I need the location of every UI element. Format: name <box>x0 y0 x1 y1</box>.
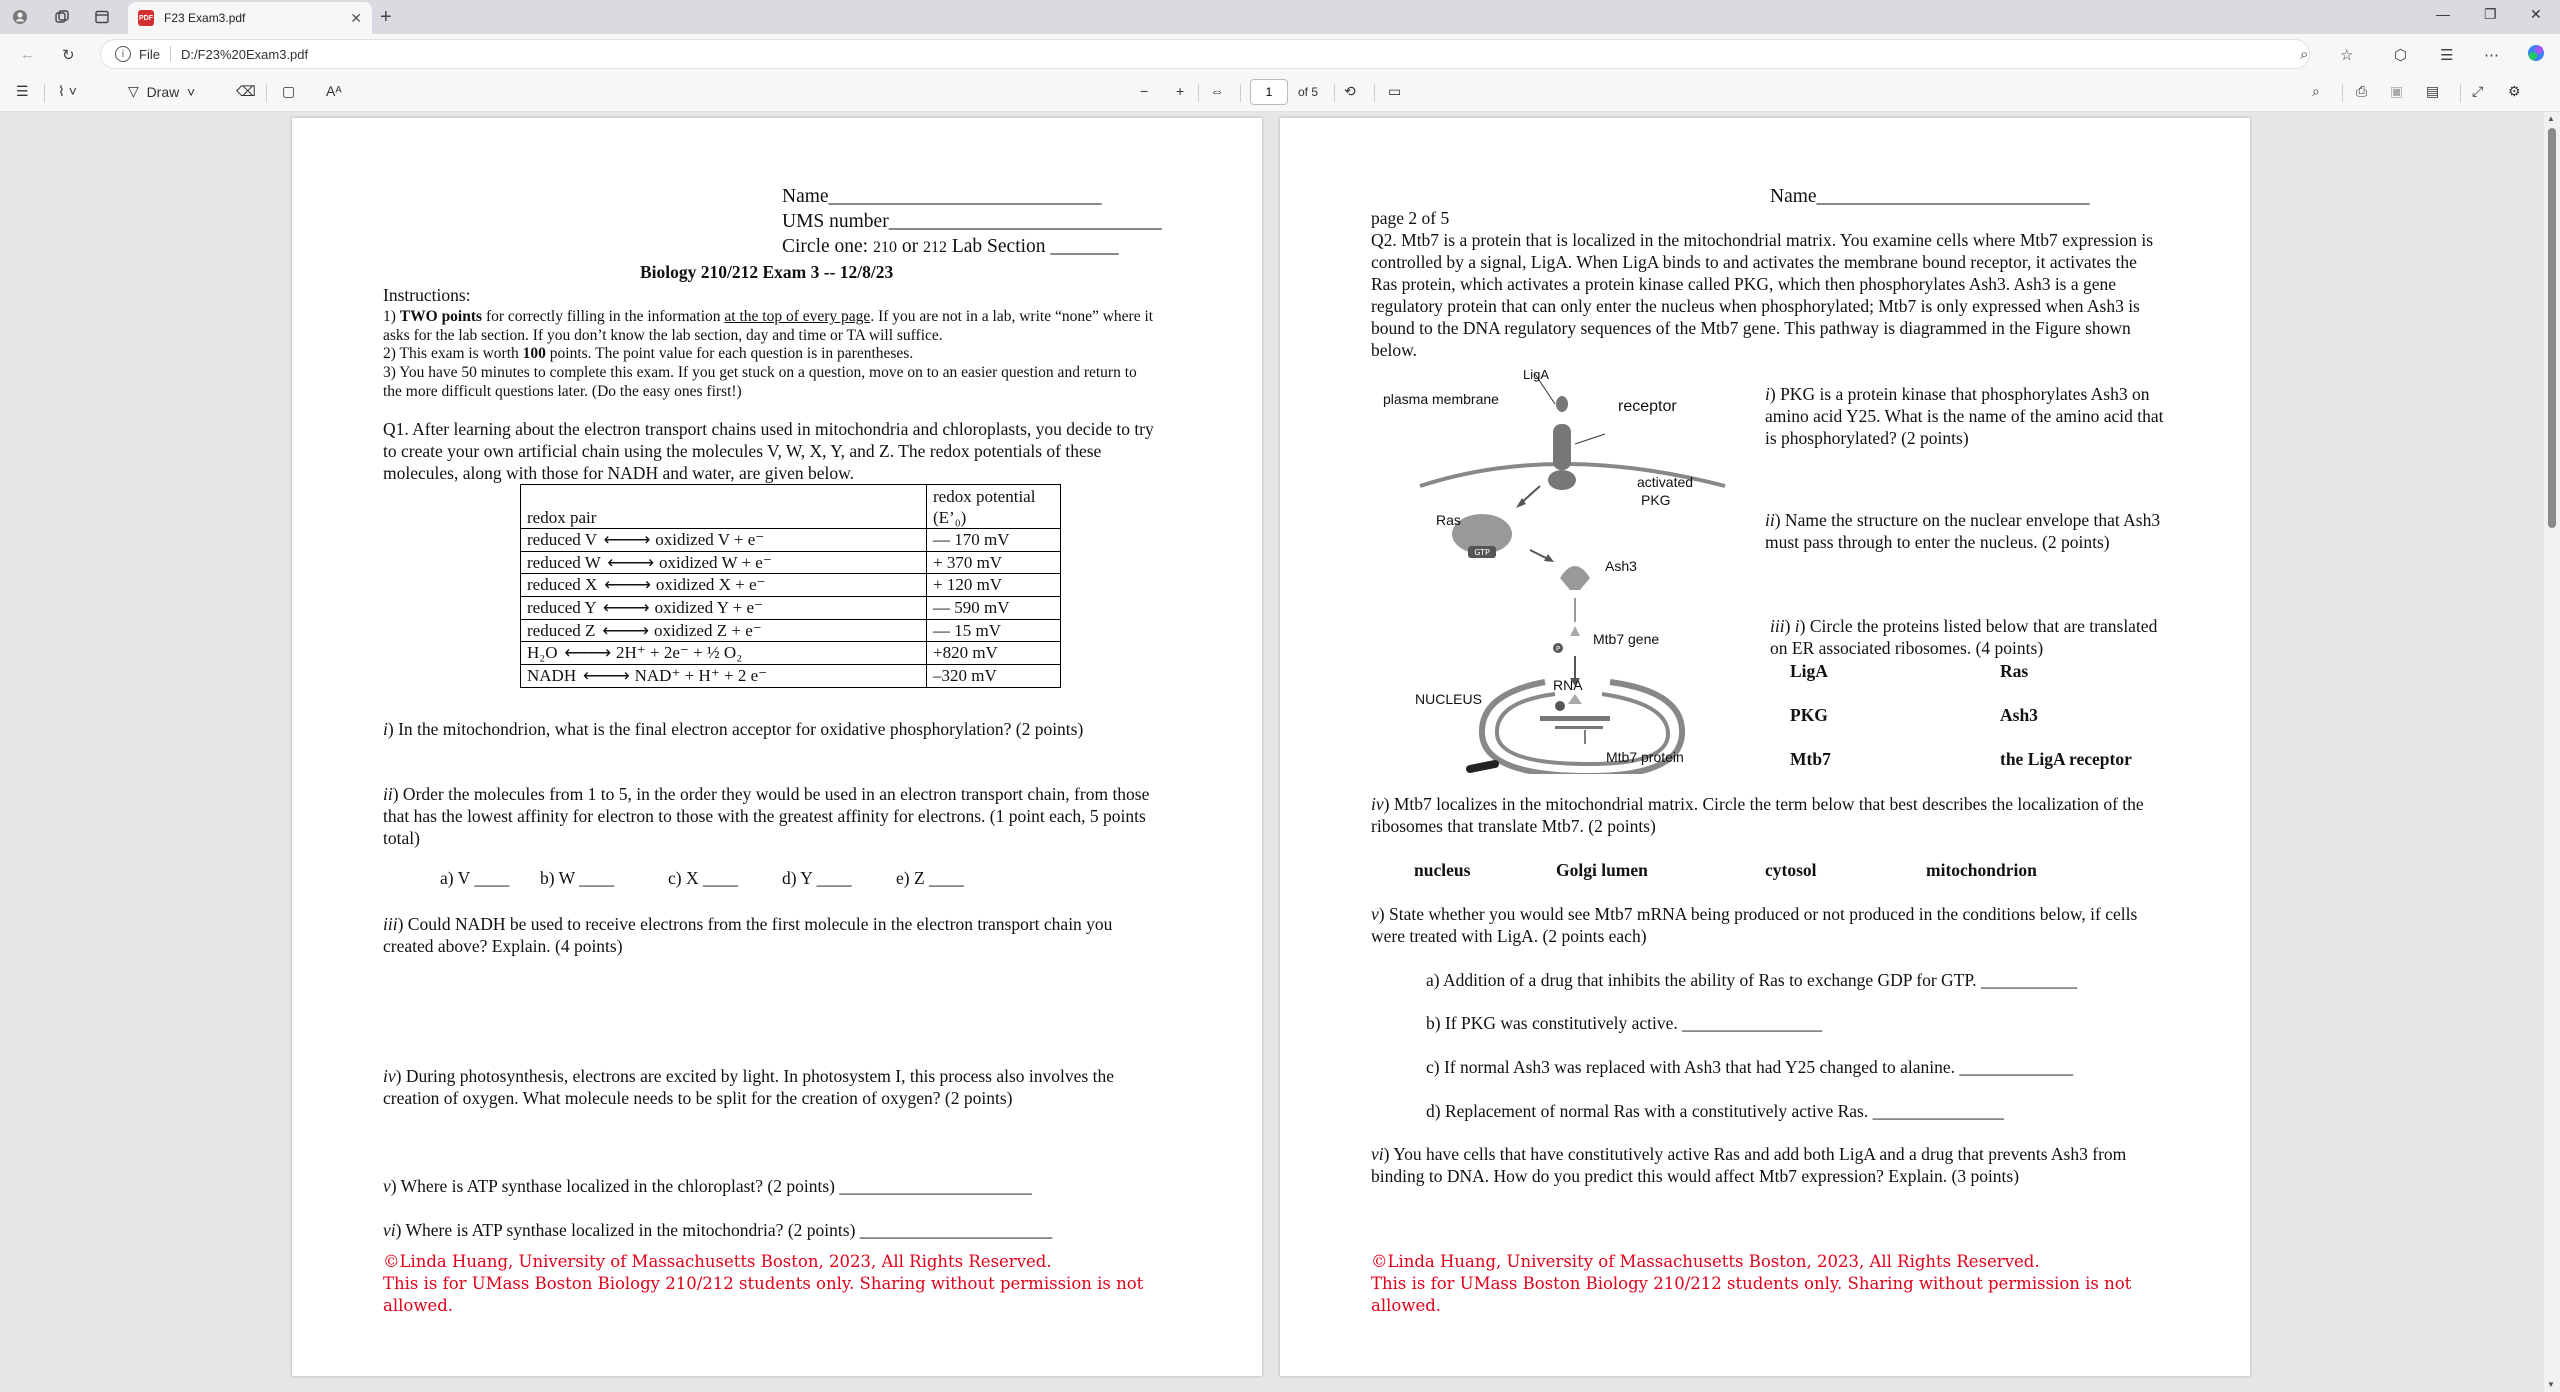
copyright-notice: ©Linda Huang, University of Massachusetts Boston, 2023, All Rights Reserved. This is for UMass Boston Biology 210/212 students only. Sharing without permission is not allowed. <box>383 1252 1144 1315</box>
table-header-row <box>521 485 1061 529</box>
q2-intro: Q2. Mtb7 is a protein that is localized in the mitochondrial matrix. You examine cells where Mtb7 expression is controlled by a signal, LigA. When LigA binds to and activates the membrane bound receptor, it activates the Ras protein, which activates a protein kinase called PKG, which then phosphorylates Ash3. Ash3 is a gene regulatory protein that can only enter the nucleus when phosphorylated; Mtb7 is only expressed when Ash3 is bound to the DNA regulatory sequences of the Mtb7 gene. This pathway is diagrammed in the Figure shown below. <box>1371 230 2154 360</box>
protein-option[interactable]: LigA <box>1790 661 1828 681</box>
q2-v-d: d) Replacement of normal Ras with a constitutively active Ras. _______________ <box>1426 1101 2004 1121</box>
circle-212: 212 <box>922 239 947 256</box>
toolbar-separator <box>266 84 267 102</box>
erase-icon[interactable]: ⌫ <box>236 83 256 99</box>
info-icon[interactable]: i <box>115 46 131 62</box>
location-option[interactable]: mitochondrion <box>1926 860 2037 880</box>
equilibrium-arrow-icon: ⟵⟶ <box>604 575 649 595</box>
ash3-shape <box>1570 626 1580 636</box>
tab-active[interactable] <box>128 2 372 34</box>
name-line: Name____________________________ <box>782 186 1102 207</box>
page-number-input[interactable]: 1 <box>1250 79 1288 105</box>
diagram-ash3-label: Ash3 <box>1605 558 1637 574</box>
dna-shape <box>1540 716 1610 721</box>
copyright-notice: ©Linda Huang, University of Massachusetts Boston, 2023, All Rights Reserved. This is for UMass Boston Biology 210/212 students only. Sharing without permission is not allowed. <box>1371 1252 2132 1315</box>
liga-shape <box>1556 396 1568 412</box>
protein-option[interactable]: the LigA receptor <box>2000 749 2132 769</box>
search-icon[interactable]: ⌕ <box>2312 83 2320 99</box>
protein-option[interactable]: Ras <box>2000 661 2029 681</box>
highlight-icon[interactable]: ⌇ ˅ <box>58 83 77 99</box>
vertical-tabs-icon[interactable] <box>92 7 112 27</box>
phosphate-label: P <box>1555 645 1561 653</box>
circle-prefix: Circle one: <box>782 236 873 257</box>
favorite-star-icon[interactable]: ☆ <box>2340 47 2354 64</box>
diagram-plasma-membrane-label: plasma membrane <box>1383 391 1499 407</box>
order-c: c) X ____ <box>668 868 738 888</box>
equilibrium-arrow-icon: ⟵⟶ <box>582 665 628 685</box>
protein-option[interactable]: PKG <box>1790 705 1828 725</box>
receptor-shape <box>1553 424 1571 470</box>
q2-i: i) PKG is a protein kinase that phosphorylates Ash3 on amino acid Y25. What is the name of the amino acid that is phosphorylated? (2 points) <box>1765 384 2164 448</box>
page-of-label: page 2 of 5 <box>1371 208 1450 228</box>
q1-i: i) In the mitochondrion, what is the final electron acceptor for oxidative phosphorylation? (2 points) <box>383 719 1084 739</box>
scroll-down-icon[interactable]: ▼ <box>2547 1380 2555 1389</box>
back-icon[interactable]: ← <box>20 46 35 63</box>
q2-iii: iii) i) Circle the proteins listed below that are translated on ER associated ribosomes. (4 points) <box>1770 616 2158 658</box>
more-menu-icon[interactable]: ⋯ <box>2484 47 2499 64</box>
draw-label: Draw <box>146 83 180 100</box>
rna-shape <box>1555 726 1603 729</box>
q2-v-a: a) Addition of a drug that inhibits the ability of Ras to exchange GDP for GTP. ___________ <box>1426 970 2078 990</box>
circle-line <box>782 236 1119 259</box>
order-d: d) Y ____ <box>782 868 852 888</box>
header-redox-potential: redox potential (E’₀) <box>927 485 1061 529</box>
save-as-icon[interactable]: ▤ <box>2426 83 2440 99</box>
location-option[interactable]: Golgi lumen <box>1556 860 1648 880</box>
zoom-icon[interactable]: ⌕ <box>2300 46 2309 63</box>
toolbar-separator <box>1334 84 1335 102</box>
favorites-icon[interactable]: ☰ <box>2440 47 2454 64</box>
address-bar-row <box>0 34 2560 74</box>
table-row: reduced W ⟵⟶ oxidized W + e⁻ + 370 mV <box>521 551 1061 574</box>
diagram-receptor-label: receptor <box>1618 398 1677 415</box>
equilibrium-arrow-icon: ⟵⟶ <box>602 620 648 640</box>
close-window-button[interactable]: ✕ <box>2530 6 2542 22</box>
pdf-file-icon: PDF <box>138 10 154 26</box>
q1-iii: iii) Could NADH be used to receive electrons from the first molecule in the electron transport chain you created above? Explain. (4 points) <box>383 914 1113 956</box>
toolbar-separator <box>1198 84 1199 102</box>
equilibrium-arrow-icon: ⟵⟶ <box>564 643 610 663</box>
pdf-page-2 <box>1280 118 2250 1376</box>
ums-line: UMS number____________________________ <box>782 211 1162 232</box>
new-tab-button[interactable]: + <box>380 6 392 28</box>
q2-ii: ii) Name the structure on the nuclear envelope that Ash3 must pass through to enter the nucleus. (2 points) <box>1765 510 2161 552</box>
vertical-scrollbar[interactable] <box>2544 112 2560 1392</box>
q1-iv: iv) During photosynthesis, electrons are excited by light. In photosystem I, this process also involves the creation of oxygen. What molecule needs to be split for the creation of oxygen? (2 points) <box>383 1066 1114 1108</box>
pkg-shape <box>1560 566 1590 590</box>
draw-button[interactable]: ▽ Draw ˅ <box>128 83 196 100</box>
table-row: reduced Y ⟵⟶ oxidized Y + e⁻ — 590 mV <box>521 597 1061 620</box>
q1-vi: vi) Where is ATP synthase localized in the mitochondria? (2 points) ______________________ <box>383 1220 1053 1240</box>
protein-option[interactable]: Ash3 <box>2000 705 2038 725</box>
equilibrium-arrow-icon: ⟵⟶ <box>607 552 653 572</box>
circle-or: or <box>896 236 923 257</box>
toolbar-separator <box>44 84 45 102</box>
order-b: b) W ____ <box>540 868 615 888</box>
diagram-rna-label: RNA <box>1553 677 1583 693</box>
diagram-nucleus-label: NUCLEUS <box>1415 691 1482 707</box>
tab-close-icon[interactable]: ✕ <box>350 9 362 26</box>
address-bar[interactable] <box>100 39 2310 69</box>
toolbar-separator <box>1240 84 1241 102</box>
name-line: Name____________________________ <box>1770 186 2090 207</box>
tab-title: F23 Exam3.pdf <box>164 11 246 25</box>
url-scheme-label: File <box>139 46 160 62</box>
diagram-liga-label: LigA <box>1523 367 1550 382</box>
pdf-viewer[interactable] <box>0 112 2560 1392</box>
equilibrium-arrow-icon: ⟵⟶ <box>602 597 648 617</box>
lab-section: Lab Section _______ <box>946 236 1119 257</box>
instruction-3: 3) You have 50 minutes to complete this exam. If you get stuck on a question, move on to an easier question and return to the more difficult questions later. (Do the easy ones first!) <box>383 364 1137 400</box>
zoom-out-button[interactable]: − <box>1140 83 1149 99</box>
copilot-icon[interactable] <box>2526 43 2546 67</box>
protein-option[interactable]: Mtb7 <box>1790 749 1831 769</box>
circle-210: 210 <box>872 239 897 256</box>
scrollbar-thumb[interactable] <box>2548 128 2556 528</box>
instruction-2: 2) This exam is worth 100 points. The point value for each question is in parentheses. <box>383 345 914 362</box>
restore-button[interactable]: ❐ <box>2484 6 2497 22</box>
instruction-1: 1) TWO points for correctly filling in the information at the top of every page. If you are not in a lab, write “none” where it asks for the lab section. If you don’t know the lab section, day and time or TA will suffice. <box>383 308 1154 344</box>
collections-icon[interactable] <box>52 7 72 27</box>
toolbar-separator <box>1374 84 1375 102</box>
tab-bar <box>0 0 2560 34</box>
pdf-toolbar <box>0 74 2560 112</box>
location-option[interactable]: nucleus <box>1414 860 1471 880</box>
gtp-label: GTP <box>1474 548 1490 557</box>
signaling-pathway-diagram <box>1370 364 1730 774</box>
q2-v: v) State whether you would see Mtb7 mRNA being produced or not produced in the conditions below, if cells were treated with LigA. (2 points each) <box>1371 904 2138 946</box>
mtb7-protein-shape <box>1470 764 1495 769</box>
exam-title: Biology 210/212 Exam 3 -- 12/8/23 <box>640 262 894 282</box>
zoom-in-button[interactable]: + <box>1176 83 1185 99</box>
profile-icon[interactable] <box>10 7 30 27</box>
location-option[interactable]: cytosol <box>1765 860 1817 880</box>
table-row: reduced X ⟵⟶ oxidized X + e⁻ + 120 mV <box>521 574 1061 597</box>
print-icon[interactable]: ⎙ <box>2356 83 2368 99</box>
q2-iv: iv) Mtb7 localizes in the mitochondrial matrix. Circle the term below that best describes the localization of the ribosomes that translate Mtb7. (2 points) <box>1371 794 2144 836</box>
refresh-icon[interactable]: ↻ <box>62 47 75 64</box>
extensions-icon[interactable]: ⬡ <box>2394 47 2408 64</box>
two-page-icon[interactable]: ▭ <box>1388 83 1402 99</box>
page-view-icon[interactable]: ▢ <box>282 83 296 99</box>
draw-icon: ▽ <box>128 83 139 99</box>
save-icon[interactable]: ▣ <box>2390 83 2404 99</box>
q2-vi: vi) You have cells that have constitutively active Ras and add both LigA and a drug that prevents Ash3 from binding to DNA. How do you predict this would affect Mtb7 expression? Explain. (3 points) <box>1371 1144 2127 1186</box>
header-redox-pair: redox pair <box>521 485 927 529</box>
pdf-page-1 <box>292 118 1262 1376</box>
toolbar-separator <box>2460 84 2461 102</box>
table-row: H₂O ⟵⟶ 2H⁺ + 2e⁻ + ½ O₂ +820 mV <box>521 642 1061 665</box>
order-e: e) Z ____ <box>896 868 965 888</box>
rotate-icon[interactable]: ⟲ <box>1344 83 1356 99</box>
redox-table <box>520 484 1061 688</box>
fit-width-icon[interactable]: ⇔ <box>1210 83 1224 99</box>
q1-ii: ii) Order the molecules from 1 to 5, in the order they would be used in an electron transport chain, from those that has the lowest affinity for electron to those with the greatest affinity for electrons. (1 point each, 5 points total) <box>383 784 1150 848</box>
page-total-label: of 5 <box>1298 85 1319 99</box>
q1-intro: Q1. After learning about the electron transport chains used in mitochondria and chloroplasts, you decide to try to create your own artificial chain using the molecules V, W, X, Y, and Z. The redox potentials of these molecules, along with those for NADH and water, are given below. <box>383 419 1154 483</box>
q2-v-b: b) If PKG was constitutively active. ________________ <box>1426 1013 1823 1033</box>
table-row: NADH ⟵⟶ NAD⁺ + H⁺ + 2 e⁻ –320 mV <box>521 665 1061 688</box>
fullscreen-icon[interactable]: ⤢ <box>2472 83 2484 99</box>
url-separator <box>170 46 171 62</box>
instructions-heading: Instructions: <box>383 285 471 305</box>
toolbar-separator <box>2342 84 2343 102</box>
diagram-activated-pkg-label: activated PKG <box>1637 474 1694 508</box>
minimize-button[interactable]: — <box>2436 6 2450 22</box>
order-a: a) V ____ <box>440 868 510 888</box>
read-aloud-icon[interactable]: Aᴬ <box>326 83 342 99</box>
contents-icon[interactable]: ☰ <box>16 83 29 99</box>
q1-v: v) Where is ATP synthase localized in the chloroplast? (2 points) ______________________ <box>383 1176 1032 1196</box>
equilibrium-arrow-icon: ⟵⟶ <box>603 529 649 549</box>
settings-gear-icon[interactable]: ⚙ <box>2508 83 2521 99</box>
table-row: reduced V ⟵⟶ oxidized V + e⁻ — 170 mV <box>521 529 1061 552</box>
q2-v-c: c) If normal Ash3 was replaced with Ash3 that had Y25 changed to alanine. _____________ <box>1426 1057 2074 1077</box>
diagram-mtb7-gene-label: Mtb7 gene <box>1593 631 1660 647</box>
table-row: reduced Z ⟵⟶ oxidized Z + e⁻ — 15 mV <box>521 619 1061 642</box>
scroll-up-icon[interactable]: ▲ <box>2547 114 2555 123</box>
url-text[interactable]: D:/F23%20Exam3.pdf <box>180 46 309 62</box>
diagram-ras-label: Ras <box>1436 512 1461 528</box>
diagram-mtb7-protein-label: Mtb7 protein <box>1606 749 1684 765</box>
